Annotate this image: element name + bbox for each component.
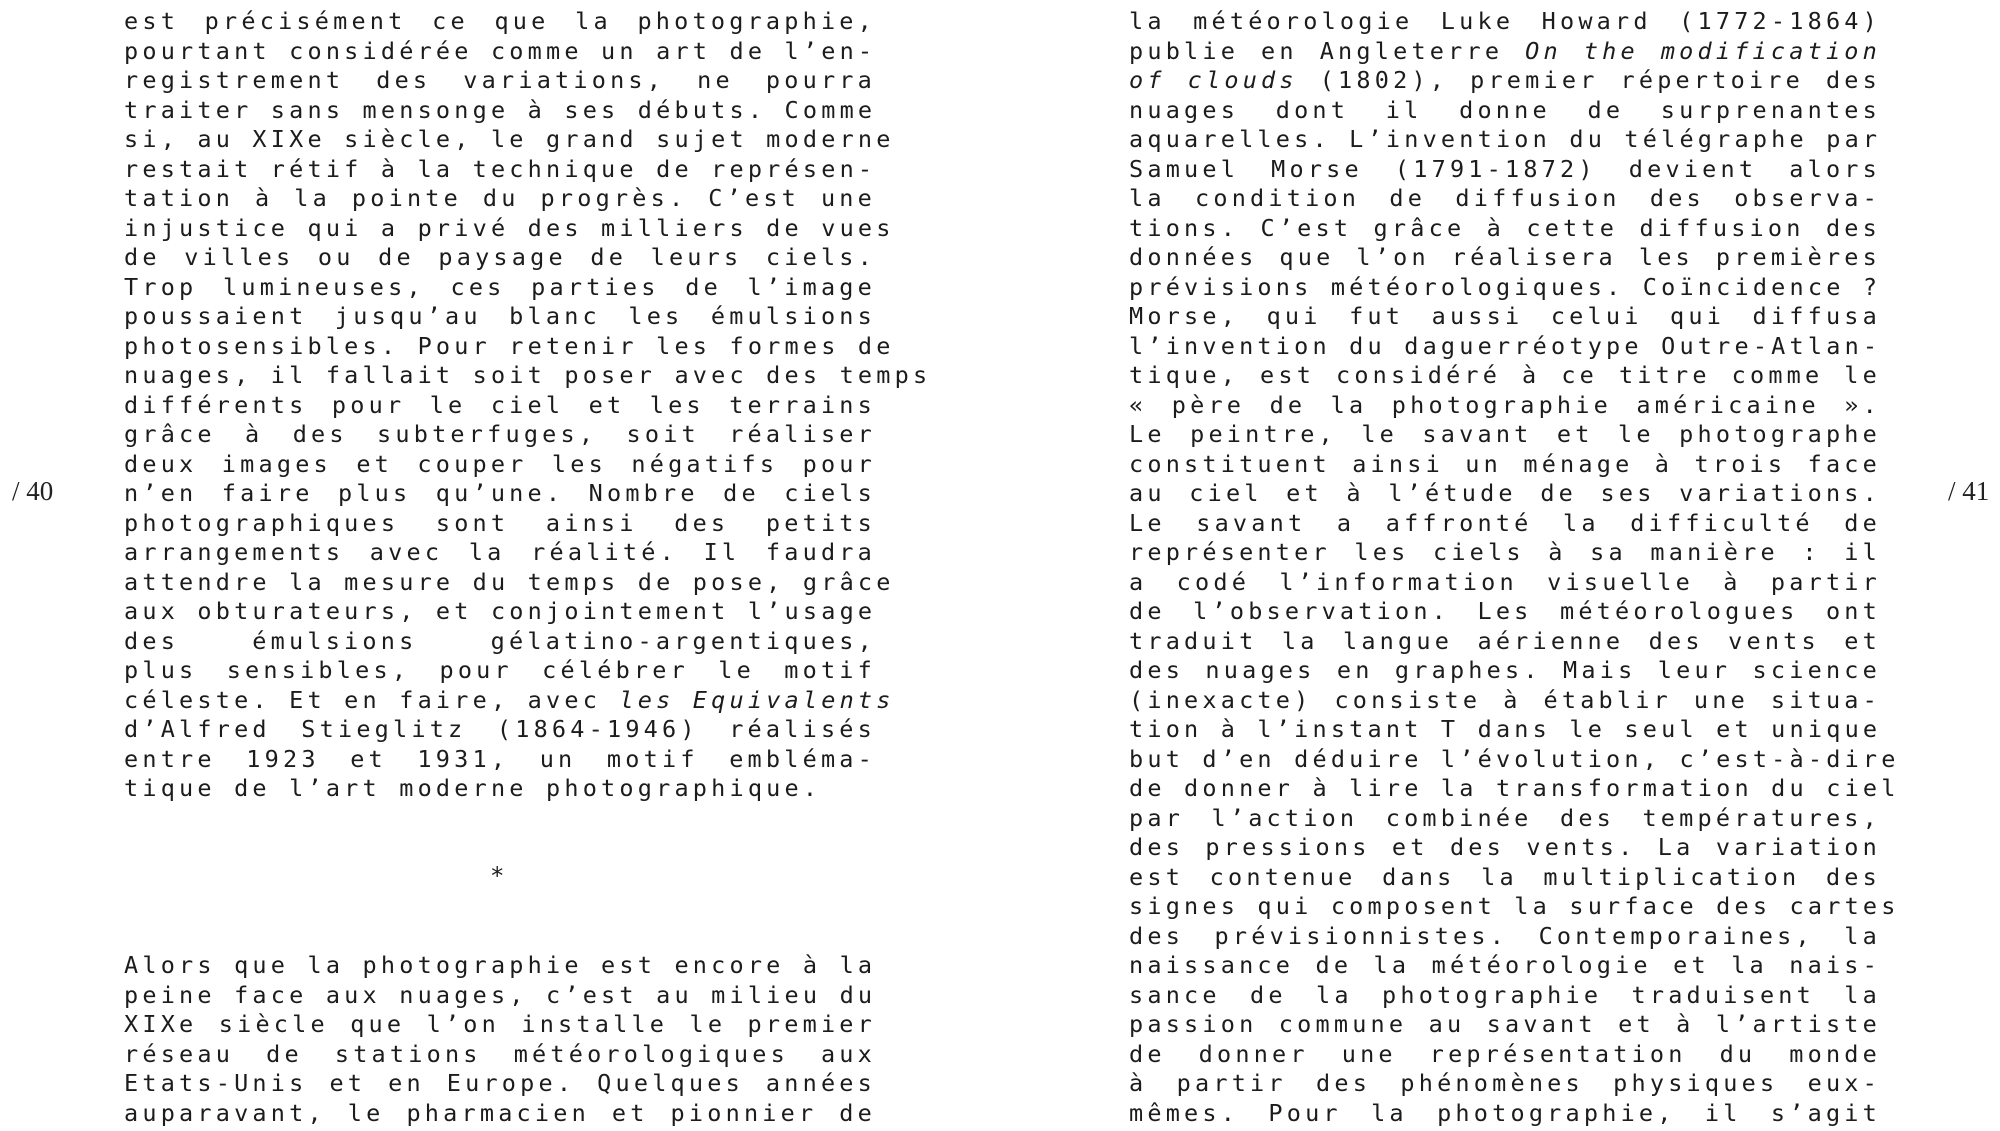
text-line: données que l’on réalisera les premières xyxy=(1129,243,1881,271)
text-line: plus sensibles, pour célébrer le motif xyxy=(124,656,876,684)
text-line: passion commune au savant et à l’artiste xyxy=(1129,1010,1881,1038)
italic-title: les Equivalents xyxy=(619,685,895,714)
text-line: Samuel Morse (1791-1872) devient alors xyxy=(1129,154,1881,183)
text-line: prévisions météorologiques. Coïncidence ? xyxy=(1129,272,1882,301)
text-line: Etats-Unis et en Europe. Quelques années xyxy=(124,1069,876,1097)
text-run: (1802), premier répertoire des xyxy=(1297,66,1881,94)
text-line: tion à l’instant T dans le seul et unique xyxy=(1129,715,1882,743)
italic-title: of clouds xyxy=(1129,66,1298,94)
text-line: « père de la photographie américaine ». xyxy=(1129,390,1881,419)
text-line: poussaient jusqu’au blanc les émulsions xyxy=(124,302,876,330)
text-line: n’en faire plus qu’une. Nombre de ciels xyxy=(124,479,876,507)
text-line: représenter les ciels à sa manière : il xyxy=(1129,538,1881,566)
text-line: (inexacte) consiste à établir une situa- xyxy=(1129,685,1881,714)
text-line: Morse, qui fut aussi celui qui diffusa xyxy=(1129,302,1881,330)
text-line: la météorologie Luke Howard (1772-1864) xyxy=(1129,7,1881,35)
text-line: traduit la langue aérienne des vents et xyxy=(1129,626,1881,655)
text-line: tation à la pointe du progrès. C’est une xyxy=(124,184,876,212)
text-line: différents pour le ciel et les terrains xyxy=(124,390,876,419)
text-line: tique, est considéré à ce titre comme le xyxy=(1129,361,1881,389)
text-line: la condition de diffusion des observa- xyxy=(1129,184,1881,212)
text-line: Le peintre, le savant et le photographe xyxy=(1129,420,1881,448)
text-line: Trop lumineuses, ces parties de l’image xyxy=(124,272,876,301)
text-line: grâce à des subterfuges, soit réaliser xyxy=(124,420,876,448)
page-number-right: / 41 xyxy=(1948,476,1990,506)
text-line: nuages dont il donne de surprenantes xyxy=(1129,95,1881,124)
text-line: sance de la photographie traduisent la xyxy=(1129,980,1881,1009)
left-page-text-bottom xyxy=(124,951,876,1128)
text-line: signes qui composent la surface des cartes xyxy=(1129,892,1900,920)
text-line xyxy=(1129,37,1881,67)
text-line: arrangements avec la réalité. Il faudra xyxy=(124,538,876,566)
text-line: de donner à lire la transformation du ciel xyxy=(1129,774,1900,802)
text-line: est précisément ce que la photographie, xyxy=(124,7,876,35)
section-separator: * xyxy=(490,862,505,890)
text-line: constituent ainsi un ménage à trois face xyxy=(1129,449,1881,478)
text-line: pourtant considérée comme un art de l’en- xyxy=(124,36,877,65)
text-line: auparavant, le pharmacien et pionnier de xyxy=(124,1098,876,1127)
text-line: de villes ou de paysage de leurs ciels. xyxy=(124,243,876,271)
text-line: des émulsions gélatino-argentiques, xyxy=(124,626,876,655)
text-line xyxy=(1129,66,1881,96)
text-line: tique de l’art moderne photographique. xyxy=(124,774,822,802)
text-line: injustice qui a privé des milliers de vues xyxy=(124,213,895,242)
text-line: restait rétif à la technique de représen- xyxy=(124,154,877,183)
text-line: attendre la mesure du temps de pose, grâce xyxy=(124,567,895,596)
text-line: XIXe siècle que l’on installe le premier xyxy=(124,1010,876,1038)
text-line: registrement des variations, ne pourra xyxy=(124,66,876,94)
text-line: est contenue dans la multiplication des xyxy=(1129,862,1881,891)
text-line: entre 1923 et 1931, un motif embléma- xyxy=(124,744,876,773)
text-line xyxy=(124,685,895,716)
text-line: à partir des phénomènes physiques eux- xyxy=(1129,1069,1881,1097)
text-line: réseau de stations météorologiques aux xyxy=(124,1039,876,1068)
text-line: photographiques sont ainsi des petits xyxy=(124,508,876,537)
text-line: d’Alfred Stieglitz (1864-1946) réalisés xyxy=(124,715,876,743)
text-run: céleste. Et en faire, avec xyxy=(124,685,620,714)
text-line: par l’action combinée des températures, xyxy=(1129,803,1881,832)
text-line: traiter sans mensonge à ses débuts. Comme xyxy=(124,95,877,124)
text-line: aquarelles. L’invention du télégraphe par xyxy=(1129,125,1882,153)
text-run: publie en Angleterre xyxy=(1129,36,1526,65)
page-number-left: / 40 xyxy=(12,476,54,506)
text-line: des pressions et des vents. La variation xyxy=(1129,833,1881,861)
text-line: l’invention du daguerréotype Outre-Atlan- xyxy=(1129,331,1882,360)
text-line: des prévisionnistes. Contemporaines, la xyxy=(1129,921,1881,950)
text-line: au ciel et à l’étude de ses variations. xyxy=(1129,479,1881,507)
left-page-text-top xyxy=(124,7,932,804)
text-line: des nuages en graphes. Mais leur science xyxy=(1129,656,1881,684)
text-line: peine face aux nuages, c’est au milieu du xyxy=(124,980,877,1009)
text-line: si, au XIXe siècle, le grand sujet moderne xyxy=(124,125,895,153)
text-line: a codé l’information visuelle à partir xyxy=(1129,567,1881,596)
right-page-text xyxy=(1129,7,1900,1128)
text-line: de l’observation. Les météorologues ont xyxy=(1129,597,1881,625)
italic-title: On the modification xyxy=(1525,36,1881,65)
text-line: tions. C’est grâce à cette diffusion des xyxy=(1129,213,1881,242)
text-line: aux obturateurs, et conjointement l’usage xyxy=(124,597,877,625)
text-line: nuages, il fallait soit poser avec des temps xyxy=(124,361,932,389)
text-line: naissance de la météorologie et la nais- xyxy=(1129,951,1881,979)
text-line: photosensibles. Pour retenir les formes de xyxy=(124,331,895,360)
text-line: mêmes. Pour la photographie, il s’agit xyxy=(1129,1098,1881,1127)
text-line: deux images et couper les négatifs pour xyxy=(124,449,876,478)
text-line: Alors que la photographie est encore à la xyxy=(124,951,877,979)
text-line: Le savant a affronté la difficulté de xyxy=(1129,508,1881,537)
text-line: de donner une représentation du monde xyxy=(1129,1039,1881,1068)
text-line: but d’en déduire l’évolution, c’est-à-dire xyxy=(1129,744,1900,773)
